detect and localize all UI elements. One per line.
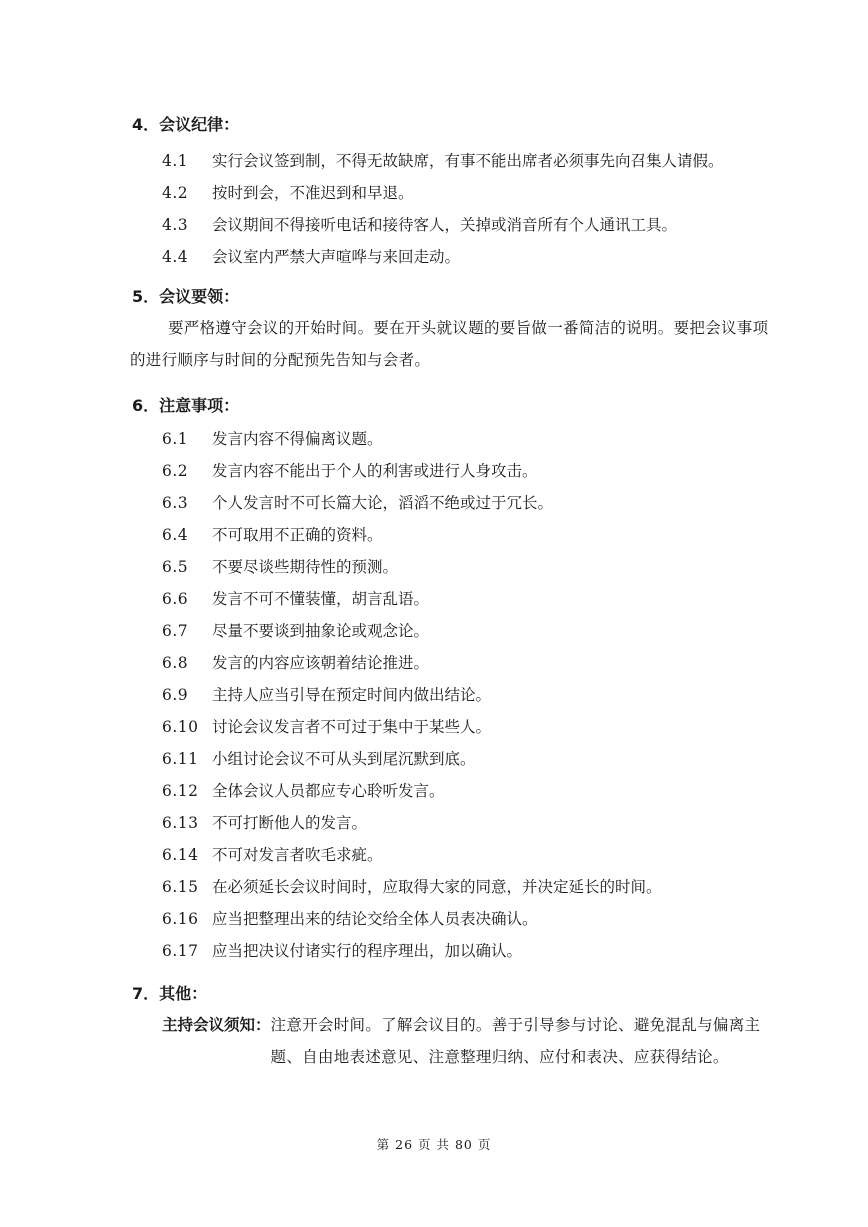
list-item xyxy=(132,145,782,177)
item-number: 6.9 xyxy=(162,686,189,704)
page-footer: 第 26 页 共 80 页 xyxy=(376,1137,492,1152)
item-number: 6.4 xyxy=(162,526,189,544)
item-number: 6.8 xyxy=(162,654,189,672)
item-number: 4.3 xyxy=(162,216,189,234)
item-text: 发言的内容应该朝着结论推进。 xyxy=(212,654,430,672)
host-notice-text: 注意开会时间。了解会议目的。善于引导参与讨论、避免混乱与偏离主题、自由地表述意见、注意整理归纳、应付和表决、应获得结论。 xyxy=(270,1016,761,1066)
item-number: 4.4 xyxy=(162,248,189,266)
section-other xyxy=(132,983,782,1073)
list-item xyxy=(132,775,782,807)
item-number: 6.7 xyxy=(162,622,189,640)
item-number: 6.10 xyxy=(162,718,199,736)
item-number: 6.6 xyxy=(162,590,189,608)
item-text: 会议期间不得接听电话和接待客人，关掉或消音所有个人通讯工具。 xyxy=(212,216,678,234)
section-heading: 4．会议纪律： xyxy=(132,115,240,134)
item-text: 不可对发言者吹毛求疵。 xyxy=(212,846,383,864)
list-item xyxy=(132,241,782,273)
item-number: 6.3 xyxy=(162,494,189,512)
section-meeting-essentials xyxy=(132,286,782,376)
list-item xyxy=(132,935,782,967)
item-number: 6.2 xyxy=(162,462,189,480)
section-heading: 6．注意事项： xyxy=(132,396,240,415)
list-item xyxy=(132,743,782,775)
item-text: 全体会议人员都应专心聆听发言。 xyxy=(212,782,445,800)
item-text: 会议室内严禁大声喧哗与来回走动。 xyxy=(212,248,461,266)
list-item xyxy=(132,679,782,711)
item-text: 按时到会，不准迟到和早退。 xyxy=(212,184,414,202)
list-item xyxy=(132,615,782,647)
item-text: 发言不可不懂装懂，胡言乱语。 xyxy=(212,590,430,608)
item-text: 发言内容不能出于个人的利害或进行人身攻击。 xyxy=(212,462,538,480)
list-item xyxy=(132,423,782,455)
item-text: 尽量不要谈到抽象论或观念论。 xyxy=(212,622,430,640)
host-notice xyxy=(132,1009,782,1073)
list-item xyxy=(132,583,782,615)
item-text: 小组讨论会议不可从头到尾沉默到底。 xyxy=(212,750,476,768)
section-paragraph: 要严格遵守会议的开始时间。要在开头就议题的要旨做一番简洁的说明。要把会议事项的进行顺序与时间的分配预先告知与会者。 xyxy=(130,319,769,369)
item-text: 在必须延长会议时间时，应取得大家的同意，并决定延长的时间。 xyxy=(212,878,662,896)
item-text: 不可取用不正确的资料。 xyxy=(212,526,383,544)
list-item xyxy=(132,871,782,903)
list-item xyxy=(132,487,782,519)
item-text: 实行会议签到制，不得无故缺席，有事不能出席者必须事先向召集人请假。 xyxy=(212,152,724,170)
item-text: 应当把决议付诸实行的程序理出，加以确认。 xyxy=(212,942,523,960)
item-text: 主持人应当引导在预定时间内做出结论。 xyxy=(212,686,492,704)
item-text: 发言内容不得偏离议题。 xyxy=(212,430,383,448)
item-text: 不可打断他人的发言。 xyxy=(212,814,368,832)
list-item xyxy=(132,807,782,839)
list-item xyxy=(132,551,782,583)
list-item xyxy=(132,209,782,241)
item-text: 讨论会议发言者不可过于集中于某些人。 xyxy=(212,718,492,736)
item-number: 6.12 xyxy=(162,782,199,800)
list-item xyxy=(132,711,782,743)
item-number: 6.13 xyxy=(162,814,199,832)
host-notice-label: 主持会议须知： xyxy=(162,1016,271,1034)
list-item xyxy=(132,455,782,487)
item-number: 6.14 xyxy=(162,846,199,864)
item-number: 6.11 xyxy=(162,750,199,768)
list-item xyxy=(132,177,782,209)
item-number: 6.15 xyxy=(162,878,199,896)
item-number: 6.16 xyxy=(162,910,199,928)
list-item xyxy=(132,839,782,871)
list-item xyxy=(132,519,782,551)
item-number: 6.5 xyxy=(162,558,189,576)
section-meeting-discipline xyxy=(132,114,782,273)
item-number: 6.17 xyxy=(162,942,199,960)
section-heading: 5．会议要领： xyxy=(132,287,240,306)
item-text: 个人发言时不可长篇大论，滔滔不绝或过于冗长。 xyxy=(212,494,554,512)
list-item xyxy=(132,647,782,679)
item-number: 4.2 xyxy=(162,184,189,202)
section-notes xyxy=(132,395,782,967)
item-number: 6.1 xyxy=(162,430,189,448)
item-text: 应当把整理出来的结论交给全体人员表决确认。 xyxy=(212,910,538,928)
item-number: 4.1 xyxy=(162,152,189,170)
list-item xyxy=(132,903,782,935)
item-text: 不要尽谈些期待性的预测。 xyxy=(212,558,399,576)
section-heading: 7．其他： xyxy=(132,984,208,1003)
